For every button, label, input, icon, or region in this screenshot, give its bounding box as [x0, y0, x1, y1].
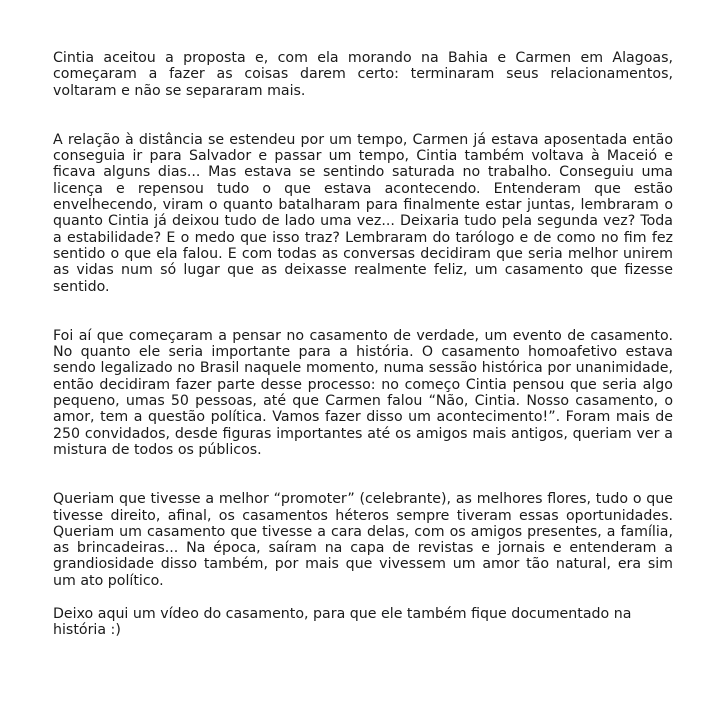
paragraph-1: Cintia aceitou a proposta e, com ela morando na Bahia e Carmen em Alagoas, começaram a fazer as coisas darem certo: terminaram seus relacionamentos, voltaram e não se separaram mais. — [53, 50, 673, 99]
paragraph-2: A relação à distância se estendeu por um tempo, Carmen já estava aposentada então conseguia ir para Salvador e passar um tempo, Cintia também voltava à Maceió e ficava alguns dias... Mas estava se sentindo saturada no trabalho. Conseguiu uma licença e repensou tudo o que estava acontecendo. Entenderam que estão envelhecendo, viram o quanto batalharam para finalmente estar juntas, lembraram o quanto Cintia já deixou tudo de lado uma vez... Deixaria tudo pela segunda vez? Toda a estabilidade? E o medo que isso traz? Lembraram do tarólogo e de como no fim fez sentido o que ela falou. E com todas as conversas decidiram que seria melhor unirem as vidas num só lugar que as deixasse realmente feliz, um casamento que fizesse sentido. — [53, 131, 673, 295]
paragraph-3: Foi aí que começaram a pensar no casamento de verdade, um evento de casamento. No quanto ele seria importante para a história. O casamento homoafetivo estava sendo legalizado no Brasil naquele momento, numa sessão histórica por unanimidade, então decidiram fazer parte desse processo: no começo Cintia pensou que seria algo pequeno, umas 50 pessoas, até que Carmen falou “Não, Cintia. Nosso casamento, o amor, tem a questão política. Vamos fazer disso um acontecimento!”. Foram mais de 250 convidados, desde figuras importantes até os amigos mais antigos, queriam ver a mistura de todos os públicos. — [53, 327, 673, 458]
document-body — [53, 50, 673, 639]
paragraph-5: Deixo aqui um vídeo do casamento, para que ele também fique documentado na história :) — [53, 606, 632, 639]
paragraph-4: Queriam que tivesse a melhor “promoter” (celebrante), as melhores flores, tudo o que tivesse direito, afinal, os casamentos héteros sempre tiveram essas oportunidades. Queriam um casamento que tivesse a cara delas, com os amigos presentes, a família, as brincadeiras... Na época, saíram na capa de revistas e jornais e entenderam a grandiosidade disso também, por mais que vivessem um amor tão natural, era sim um ato político. — [53, 491, 673, 589]
